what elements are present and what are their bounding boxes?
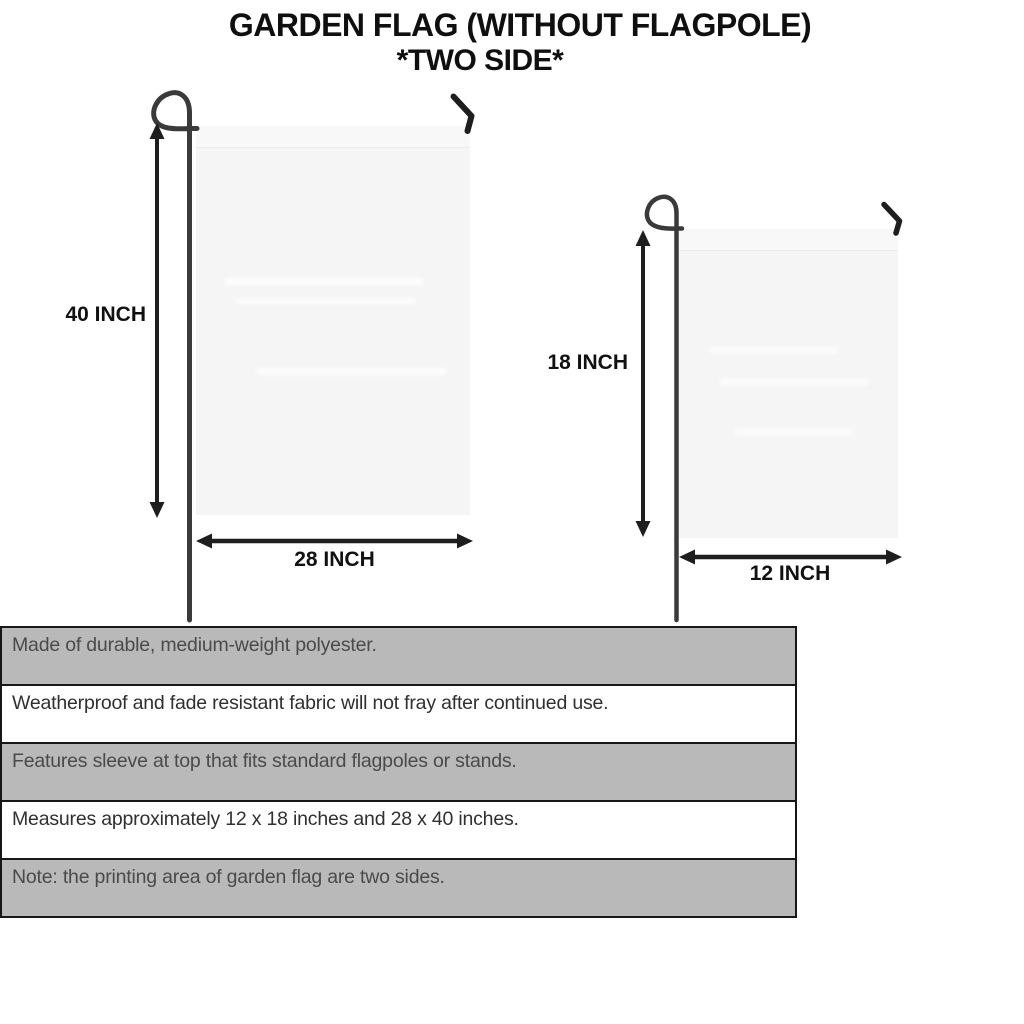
- large-flag-sleeve: [196, 126, 470, 148]
- title-line-1: GARDEN FLAG (WITHOUT FLAGPOLE): [228, 7, 812, 43]
- fabric-sheen-streak: [224, 278, 424, 285]
- large-flag-width-label: 28 INCH: [294, 548, 375, 571]
- large-flagpole-icon: [154, 93, 197, 620]
- small-flag-panel: [679, 229, 898, 538]
- small-flag-width-label: 12 INCH: [749, 562, 831, 585]
- title-line-2: *TWO SIDE*: [396, 44, 564, 77]
- large-height-dimension-arrow: [150, 123, 165, 518]
- spec-table: [0, 626, 797, 918]
- small-height-dimension-arrow: [636, 230, 651, 537]
- fabric-sheen-streak: [719, 379, 869, 385]
- spec-row-weatherproof: Weatherproof and fade resistant fabric will not fray after continued use.: [2, 684, 795, 742]
- fabric-sheen-streak: [236, 298, 416, 304]
- small-flag-sleeve: [679, 229, 898, 251]
- spec-row-note: Note: the printing area of garden flag are two sides.: [2, 858, 795, 916]
- page-title: [0, 6, 1024, 78]
- fabric-sheen-streak: [709, 347, 839, 353]
- large-flag-height-label: 40 INCH: [65, 303, 146, 326]
- large-width-dimension-arrow: [196, 534, 473, 549]
- spec-row-material: Made of durable, medium-weight polyester.: [2, 628, 795, 684]
- spec-row-sleeve: Features sleeve at top that fits standard flagpoles or stands.: [2, 742, 795, 800]
- fabric-sheen-streak: [734, 429, 854, 435]
- small-flag-height-label: 18 INCH: [547, 351, 628, 374]
- spec-row-measurements: Measures approximately 12 x 18 inches and 28 x 40 inches.: [2, 800, 795, 858]
- small-flagpole-icon: [647, 197, 682, 620]
- fabric-sheen-streak: [256, 368, 446, 375]
- large-flag-panel: [196, 126, 470, 515]
